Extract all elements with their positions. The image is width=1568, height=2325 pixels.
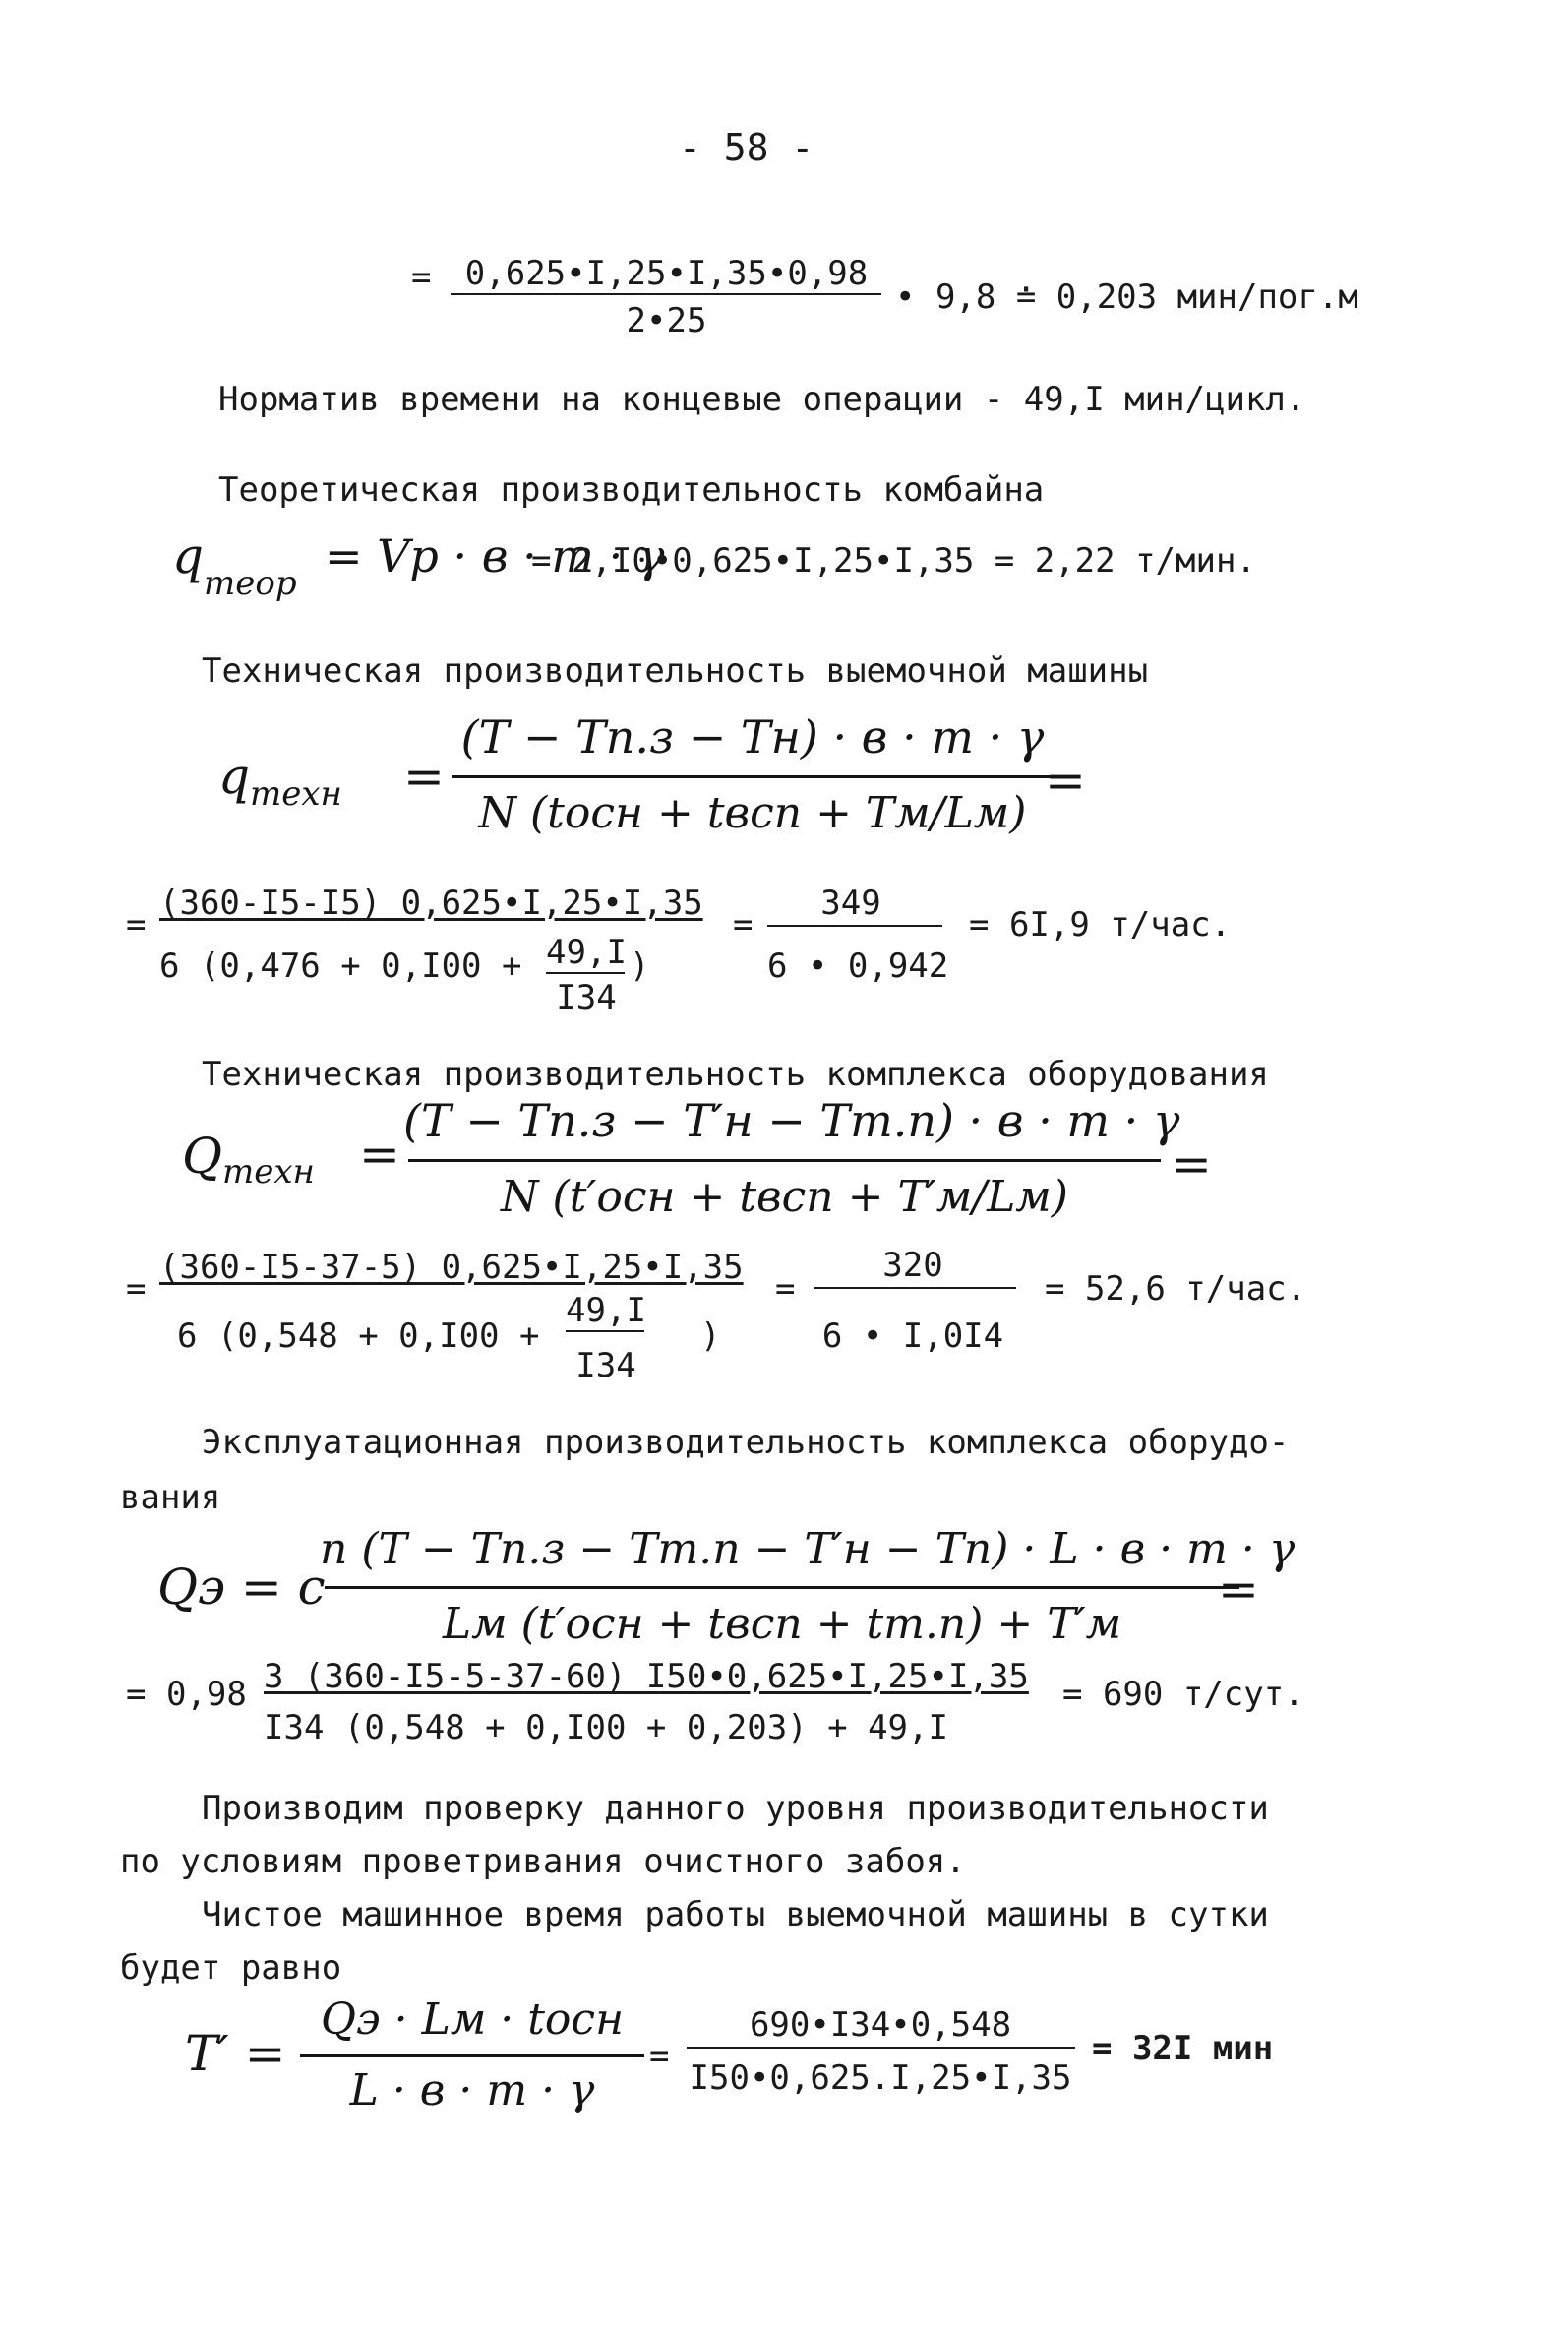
eq-sign: = [126,1269,147,1309]
inner-fraction-numerator: 49,I [566,1291,646,1330]
handwritten-numerator: n (T − Tп.з − Tm.п − T′н − Tп) · L · в · m · γ [320,1524,1296,1574]
fraction-denominator-2: 6 • I,0I4 [821,1316,1004,1356]
inner-fraction-numerator: 49,I [546,933,627,972]
calculation: = 2,I0•0,625•I,25•I,35 = 2,22 т/мин. [531,541,1256,581]
eq-sign: = [649,2037,670,2076]
fraction-bar-2 [767,925,942,927]
subscript: техн [250,774,342,814]
page-number: - 58 - [679,126,814,169]
eq-coefficient: = 0,98 [126,1675,247,1714]
fraction-numerator: (360-I5-37-5) 0,625•I,25•I,35 [159,1248,744,1287]
fraction-numerator-2: 320 [882,1246,943,1285]
fraction-numerator: (360-I5-I5) 0,625•I,25•I,35 [159,884,703,923]
fraction-denominator: I34 (0,548 + 0,I00 + 0,203) + 49,I [264,1708,948,1747]
handwritten-lhs: T′ = [185,2025,286,2082]
fraction-numerator: 690•I34•0,548 [749,2005,1012,2045]
heading: Техническая производительность выемочной машины [202,651,1149,691]
text-line-3: Чистое машинное время работы выемочной машины в сутки [202,1895,1269,1934]
handwritten-fraction-bar [408,1159,1161,1162]
handwritten-lhs [218,748,342,814]
result: = 52,6 т/час. [1045,1269,1307,1309]
equation-tail: • 9,8 ≐ 0,203 мин/пог.м [895,277,1358,317]
fraction-denominator: I50•0,625.I,25•I,35 [689,2058,1072,2098]
inner-fraction-bar [566,1330,644,1332]
handwritten-denominator: L · в · m · γ [349,2065,595,2115]
inner-fraction-denominator: I34 [575,1346,636,1385]
hw-tail: = [1045,752,1086,809]
handwritten-lhs [172,527,297,603]
handwritten-numerator: (T − Tп.з − Tн) · в · m · γ [460,710,1045,764]
inner-fraction-denominator: I34 [556,978,617,1017]
subscript: техн [222,1152,315,1192]
heading-line-1: Эксплуатационная производительность комплекса оборудо- [202,1423,1290,1462]
result: = 6I,9 т/час. [969,905,1232,945]
heading-line-2: вания [120,1478,221,1517]
fraction-bar [451,293,881,295]
fraction-denominator [177,1316,539,1356]
hw-tail: = [1171,1135,1212,1193]
denominator-text: 6 (0,476 + 0,I00 + [159,947,522,986]
eq-sign-2: = [775,1269,796,1309]
heading: Теоретическая производительность комбайна [218,470,1045,510]
hw-eq: = [359,1126,400,1183]
fraction-numerator: 0,625•I,25•I,35•0,98 [464,254,869,293]
denominator-text: 6 (0,548 + 0,I00 + [177,1316,540,1356]
result: = 690 т/сут. [1062,1675,1304,1714]
text-line-4: будет равно [120,1948,342,1988]
handwritten-fraction-bar [300,2054,644,2057]
eq-sign-2: = [733,905,754,945]
handwritten-numerator: (T − Tп.з − T′н − Tm.п) · в · m · γ [403,1094,1180,1147]
result: = 32I мин [1092,2029,1274,2068]
fraction-denominator [159,947,521,986]
hw-eq: = [403,748,445,805]
handwritten-denominator: N (tосн + tвсп + Tм/Lм) [478,788,1027,838]
handwritten-denominator: Lм (t′осн + tвсп + tm.п) + T′м [442,1599,1122,1649]
symbol-q: q [172,527,205,584]
handwritten-formula: = Vр · в · m · γ [325,529,665,582]
eq-sign: = [411,258,432,297]
denominator-close: ) [630,947,650,986]
fraction-numerator: 3 (360-I5-5-37-60) I50•0,625•I,25•I,35 [264,1657,1029,1696]
eq-sign: = [126,905,147,945]
handwritten-fraction-bar [452,775,1053,778]
fraction-numerator-2: 349 [820,884,881,923]
handwritten-numerator: Qэ · Lм · tосн [320,1994,625,2045]
text-line-2: по условиям проветривания очистного забоя. [120,1842,966,1881]
fraction-denominator: 2•25 [626,301,707,340]
fraction-bar-2 [814,1287,1016,1289]
symbol-q: q [218,748,251,805]
handwritten-denominator: N (t′осн + tвсп + T′м/Lм) [501,1172,1068,1222]
hw-tail: = [1218,1560,1259,1618]
fraction-bar [687,2047,1075,2049]
heading: Техническая производительность комплекса оборудования [202,1055,1269,1094]
handwritten-lhs [182,1128,315,1192]
handwritten-fraction-bar [325,1586,1239,1589]
subscript: теор [204,564,297,603]
denominator-close: ) [700,1316,721,1356]
fraction-denominator-2: 6 • 0,942 [767,947,949,986]
symbol-Q: Q [182,1128,222,1185]
text-norm: Норматив времени на концевые операции - 49,I мин/цикл. [218,380,1306,419]
inner-fraction-bar [546,972,625,974]
text-line-1: Производим проверку данного уровня производительности [202,1789,1269,1828]
handwritten-lhs: Qэ = c [157,1559,326,1616]
